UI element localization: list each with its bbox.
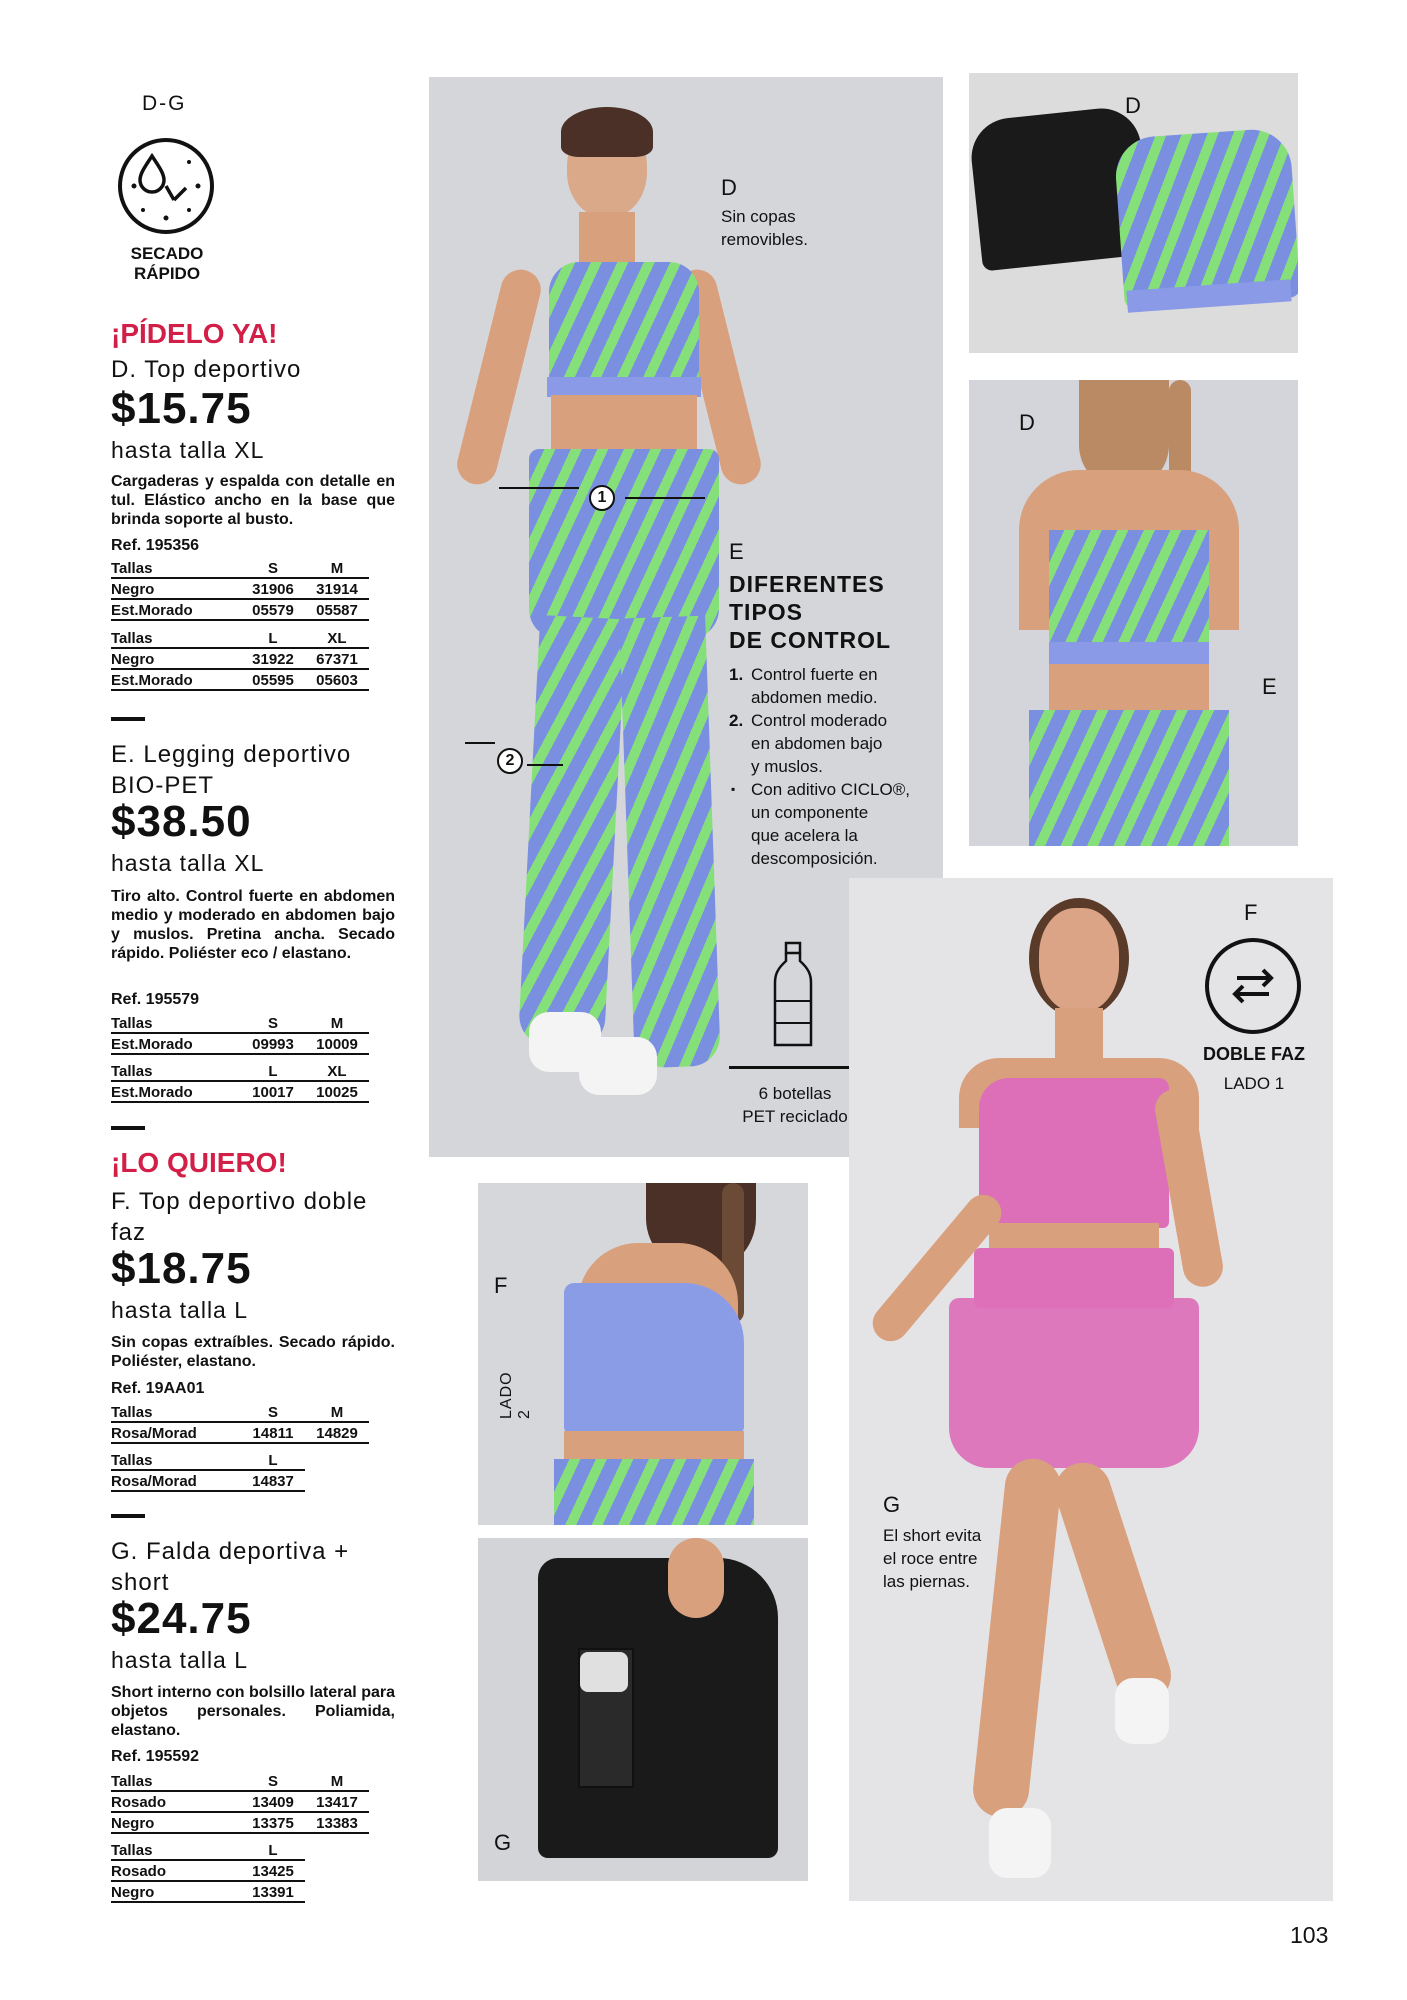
table-header-row [111, 1061, 369, 1082]
description-e: Tiro alto. Control fuerte en abdomen medio y moderado en abdomen bajo y muslos. Pretina ancha. Secado rápido. Poliéster eco / elastano. [111, 888, 395, 962]
promo-heading-d: ¡PÍDELO YA! [111, 318, 278, 349]
skirt-g [949, 1298, 1199, 1468]
table-cell: Tallas [111, 1452, 153, 1469]
note-d-line2: removibles. [721, 230, 808, 249]
table-cell: Tallas [111, 1063, 153, 1080]
bra-back [1049, 530, 1209, 650]
table-cell: M [330, 1015, 344, 1032]
note-d-line1: Sin copas [721, 207, 796, 226]
product-name-e-line2: BIO-PET [111, 772, 215, 799]
model-left-leg [970, 1456, 1063, 1820]
table-cell: S [267, 1773, 278, 1790]
sneaker-right [579, 1037, 657, 1095]
table-header-row [111, 628, 369, 649]
table-cell: M [330, 1404, 344, 1421]
control-zone-marker-1: 1 [589, 485, 615, 511]
label-d: D [721, 175, 737, 200]
control-title-line3: DE CONTROL [729, 627, 892, 653]
table-cell: Est.Morado [111, 1084, 193, 1101]
table-cell: 09993 [252, 1036, 294, 1053]
list-item [729, 778, 939, 870]
table-cell: Negro [111, 651, 155, 668]
quick-dry-clock-icon [118, 138, 214, 234]
label-f: F [494, 1273, 508, 1298]
ref-g: Ref. 195592 [111, 1748, 200, 1765]
list-text: en abdomen bajo [751, 734, 883, 753]
reversible-icon [1205, 938, 1301, 1034]
arrow-right-icon [625, 497, 705, 499]
label-d: D [1019, 410, 1035, 435]
table-cell: Tallas [111, 1404, 153, 1421]
table-cell: 10017 [252, 1084, 294, 1101]
control-types-title [729, 570, 891, 654]
label-e: E [729, 539, 744, 564]
page-number: 103 [1290, 1922, 1329, 1948]
table-row [111, 1861, 305, 1882]
table-cell: L [268, 630, 278, 647]
table-cell: Negro [111, 581, 155, 598]
product-name-e-line1: E. Legging deportivo [111, 741, 352, 768]
side-2-label: LADO 2 [498, 1371, 533, 1419]
list-text: un componente [751, 803, 869, 822]
table-header-row [111, 1840, 305, 1861]
black-short [538, 1558, 778, 1858]
model-neck [579, 212, 635, 262]
sneaker-right [1115, 1678, 1169, 1744]
product-price-e: $38.50 [111, 797, 252, 846]
legging-e-right-leg [619, 616, 721, 1069]
table-row [111, 1034, 369, 1055]
table-header-row [111, 1771, 369, 1792]
arrow-left-icon [465, 742, 495, 744]
table-cell: 13425 [252, 1863, 294, 1880]
top-f-pink-side [979, 1078, 1169, 1228]
table-cell: XL [327, 1063, 347, 1080]
size-range-e: hasta talla XL [111, 850, 265, 876]
model-hand [668, 1538, 724, 1618]
product-name-f-line1: F. Top deportivo doble [111, 1188, 368, 1215]
table-cell: Rosado [111, 1794, 167, 1811]
side-1-label: LADO 1 [1223, 1074, 1285, 1093]
table-cell: L [268, 1842, 278, 1859]
size-table-g-l [111, 1840, 305, 1903]
legging-waist [554, 1459, 754, 1525]
table-cell: 13409 [252, 1794, 294, 1811]
table-row [111, 1471, 305, 1492]
short-note-line3: las piernas. [883, 1572, 970, 1591]
table-cell: Rosa/Morad [111, 1425, 197, 1442]
plastic-bottle-icon [771, 941, 815, 1051]
one-shoulder-side-photo [478, 1183, 808, 1525]
short-note-line1: El short evita [883, 1526, 982, 1545]
quick-dry-line2: RÁPIDO [133, 264, 201, 283]
legging-e-left-leg [518, 615, 626, 1049]
table-cell: 14829 [316, 1425, 358, 1442]
section-divider [111, 1126, 145, 1130]
model-midriff [564, 1431, 744, 1461]
table-row [111, 579, 369, 600]
table-cell: Rosa/Morad [111, 1473, 197, 1490]
table-cell: 31906 [252, 581, 294, 598]
product-name-g-line1: G. Falda deportiva + [111, 1538, 350, 1565]
label-f: F [1244, 900, 1258, 925]
table-cell: L [268, 1063, 278, 1080]
recycled-line2: PET reciclado [742, 1107, 848, 1126]
phone-in-pocket [580, 1652, 628, 1692]
control-zone-marker-2: 2 [497, 748, 523, 774]
note-d [721, 205, 808, 251]
top-f-blue-side [564, 1283, 744, 1433]
list-text: que acelera la [751, 826, 858, 845]
size-table-g-sm [111, 1771, 369, 1834]
table-row [111, 1423, 369, 1444]
model-head [1039, 908, 1119, 1012]
bra-band [547, 377, 701, 397]
recycled-bottles-note [725, 1082, 865, 1128]
table-cell: S [267, 1404, 278, 1421]
table-row [111, 649, 369, 670]
table-cell: S [267, 1015, 278, 1032]
product-price-f: $18.75 [111, 1244, 252, 1293]
list-text: y muslos. [751, 757, 823, 776]
control-title-line2: TIPOS [729, 599, 804, 625]
pink-outfit-photo [849, 878, 1333, 1901]
product-name-g-line2: short [111, 1569, 170, 1596]
label-e: E [1262, 674, 1277, 699]
table-cell: 10009 [316, 1036, 358, 1053]
table-cell: 05595 [252, 672, 294, 689]
table-cell: 67371 [316, 651, 358, 668]
product-price-g: $24.75 [111, 1594, 252, 1643]
list-text: Con aditivo CICLO®, [751, 780, 910, 799]
list-text: descomposición. [751, 849, 878, 868]
description-f: Sin copas extraíbles. Secado rápido. Poliéster, elastano. [111, 1334, 395, 1370]
table-cell: S [267, 560, 278, 577]
arrow-right-icon [527, 764, 563, 766]
table-cell: 10025 [316, 1084, 358, 1101]
list-item [729, 709, 939, 778]
table-cell: M [330, 1773, 344, 1790]
table-cell: 05587 [316, 602, 358, 619]
product-price-d: $15.75 [111, 384, 252, 433]
size-table-d-sm [111, 558, 369, 621]
table-cell: 31914 [316, 581, 358, 598]
quick-dry-line1: SECADO [130, 244, 204, 263]
table-row [111, 1082, 369, 1103]
size-table-f-sm [111, 1402, 369, 1444]
table-cell: 14837 [252, 1473, 294, 1490]
table-header-row [111, 558, 369, 579]
size-range-d: hasta talla XL [111, 437, 265, 463]
table-cell: Est.Morado [111, 602, 193, 619]
table-cell: Tallas [111, 1773, 153, 1790]
table-cell: Rosado [111, 1863, 167, 1880]
model-midriff [551, 395, 697, 455]
list-text: abdomen medio. [751, 688, 878, 707]
model-neck [1055, 1008, 1103, 1058]
size-range-g: hasta talla L [111, 1647, 249, 1673]
label-g: G [494, 1830, 512, 1855]
product-name-f [111, 1186, 411, 1248]
list-number: 2. [729, 711, 744, 730]
promo-heading-f: ¡LO QUIERO! [111, 1147, 287, 1178]
table-header-row [111, 1013, 369, 1034]
legging-e-hips [529, 449, 719, 639]
list-text: Control moderado [751, 711, 888, 730]
product-name-g [111, 1536, 411, 1598]
table-row [111, 1792, 369, 1813]
table-cell: L [268, 1452, 278, 1469]
product-name-f-line2: faz [111, 1219, 147, 1246]
ref-d: Ref. 195356 [111, 537, 200, 554]
product-name-e [111, 739, 411, 801]
size-table-e-lxl [111, 1061, 369, 1103]
bottle-divider [729, 1066, 857, 1069]
table-cell: Est.Morado [111, 672, 193, 689]
bra-back-band [1049, 642, 1209, 664]
arrow-left-icon [499, 487, 579, 489]
product-name-d: D. Top deportivo [111, 356, 302, 383]
sneaker-left [989, 1808, 1051, 1878]
control-list [729, 663, 939, 870]
table-cell: 31922 [252, 651, 294, 668]
table-cell: Negro [111, 1815, 155, 1832]
ref-e: Ref. 195579 [111, 991, 200, 1008]
table-cell: 13383 [316, 1815, 358, 1832]
table-cell: 05603 [316, 672, 358, 689]
label-g: G [883, 1492, 901, 1517]
short-note-line2: el roce entre [883, 1549, 978, 1568]
quick-dry-badge [112, 244, 222, 284]
model-lower-back [1049, 664, 1209, 714]
ref-f: Ref. 19AA01 [111, 1380, 205, 1397]
table-header-row [111, 1402, 369, 1423]
list-item [729, 663, 939, 709]
table-cell: M [330, 560, 344, 577]
model-hair [561, 107, 653, 157]
table-cell: Negro [111, 1884, 155, 1901]
model-right-leg [1048, 1455, 1179, 1710]
table-cell: Tallas [111, 1015, 153, 1032]
table-cell: Est.Morado [111, 1036, 193, 1053]
table-cell: 14811 [252, 1425, 294, 1442]
table-row [111, 670, 369, 691]
table-cell: Tallas [111, 630, 153, 647]
list-text: Control fuerte en [751, 665, 878, 684]
bras-flatlay-photo [969, 73, 1298, 353]
recycled-line1: 6 botellas [758, 1084, 832, 1103]
table-cell: Tallas [111, 1842, 153, 1859]
table-row [111, 1882, 305, 1903]
range-label: D-G [142, 92, 187, 115]
back-view-photo [969, 380, 1298, 846]
reversible-label: DOBLE FAZ [1203, 1044, 1305, 1064]
description-d: Cargaderas y espalda con detalle en tul. Elástico ancho en la base que brinda soporte al busto. [111, 473, 395, 528]
table-cell: 05579 [252, 602, 294, 619]
table-cell: 13417 [316, 1794, 358, 1811]
table-row [111, 600, 369, 621]
table-cell: XL [327, 630, 347, 647]
description-g: Short interno con bolsillo lateral para objetos personales. Poliamida, elastano. [111, 1684, 395, 1739]
list-number: 1. [729, 665, 744, 684]
section-divider [111, 717, 145, 721]
size-table-e-sm [111, 1013, 369, 1055]
size-table-d-lxl [111, 628, 369, 691]
control-title-line1: DIFERENTES [729, 571, 885, 597]
table-cell: Tallas [111, 560, 153, 577]
legging-back [1029, 710, 1229, 846]
list-bullet: ▪ [731, 782, 736, 796]
label-d: D [1125, 93, 1141, 118]
size-table-f-l [111, 1450, 305, 1492]
table-cell: 13391 [252, 1884, 294, 1901]
size-range-f: hasta talla L [111, 1297, 249, 1323]
section-divider [111, 1514, 145, 1518]
table-cell: 13375 [252, 1815, 294, 1832]
sports-bra-d [549, 262, 699, 382]
short-pocket-photo [478, 1538, 808, 1881]
table-header-row [111, 1450, 305, 1471]
short-note [883, 1524, 981, 1593]
table-row [111, 1813, 369, 1834]
